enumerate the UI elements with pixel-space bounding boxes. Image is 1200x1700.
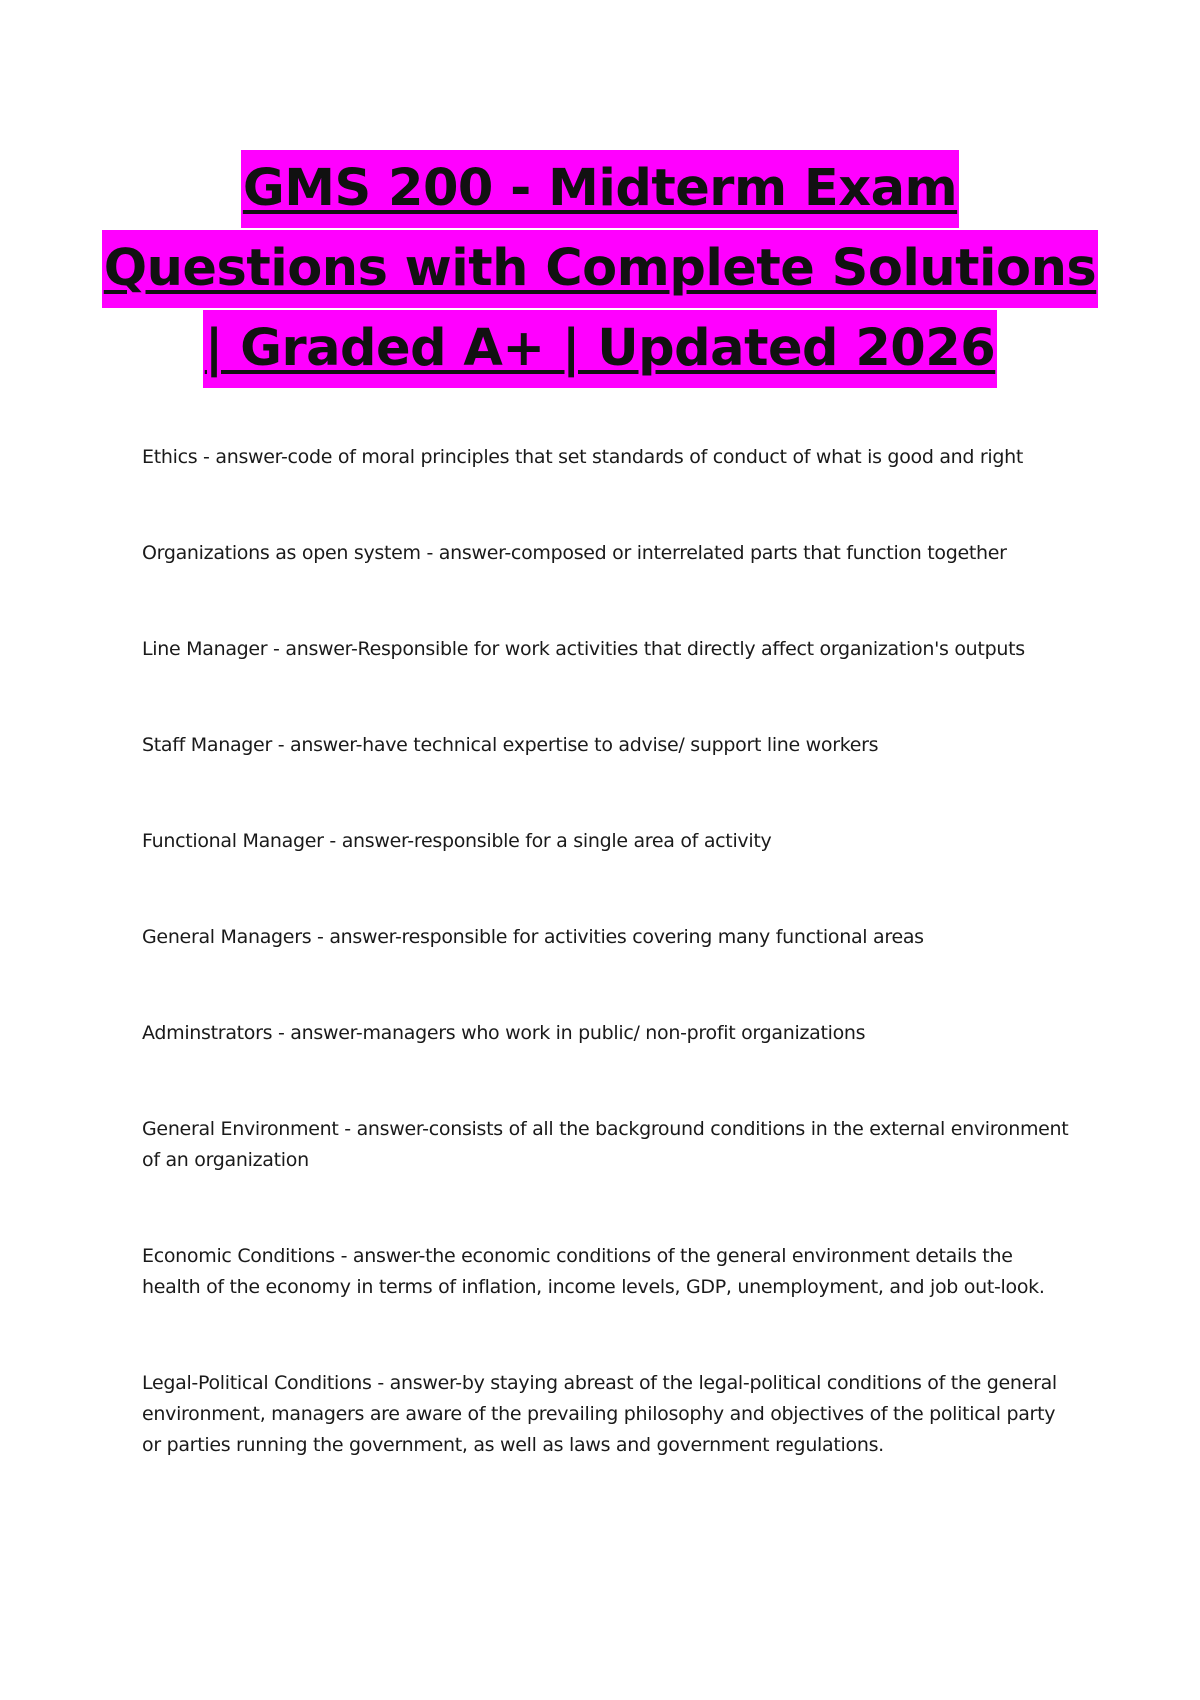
qa-entry-functional-manager: Functional Manager - answer-responsible for a single area of activity: [142, 830, 772, 852]
document-title: [80, 150, 1120, 390]
qa-entry-open-system: Organizations as open system - answer-composed or interrelated parts that function together: [142, 542, 1007, 564]
qa-entry-general-managers: General Managers - answer-responsible for activities covering many functional areas: [142, 926, 924, 948]
title-line-3: | Graded A+ | Updated 2026: [203, 310, 998, 388]
qa-entry-staff-manager: Staff Manager - answer-have technical expertise to advise/ support line workers: [142, 734, 879, 756]
qa-entry-general-environment: General Environment - answer-consists of all the background conditions in the external environment of an organization: [142, 1118, 1069, 1171]
qa-entry-line-manager: Line Manager - answer-Responsible for work activities that directly affect organization's outputs: [142, 638, 1025, 660]
qa-entry-list: [142, 442, 1072, 1526]
title-line-2: Questions with Complete Solutions: [102, 230, 1099, 308]
title-row-2: [80, 230, 1120, 310]
qa-entry-administrators: Adminstrators - answer-managers who work in public/ non-profit organizations: [142, 1022, 866, 1044]
title-line-1: GMS 200 - Midterm Exam: [241, 150, 959, 228]
title-row-3: [80, 310, 1120, 390]
qa-entry-ethics: Ethics - answer-code of moral principles that set standards of conduct of what is good and right: [142, 446, 1024, 468]
title-row-1: [80, 150, 1120, 230]
qa-entry-legal-political-conditions: Legal-Political Conditions - answer-by staying abreast of the legal-political conditions of the general environment, managers are aware of the prevailing philosophy and objectives of the political party or parties running the government, as well as laws and government regulations.: [142, 1372, 1057, 1456]
qa-entry-economic-conditions: Economic Conditions - answer-the economic conditions of the general environment details the health of the economy in terms of inflation, income levels, GDP, unemployment, and job out-look.: [142, 1245, 1045, 1298]
